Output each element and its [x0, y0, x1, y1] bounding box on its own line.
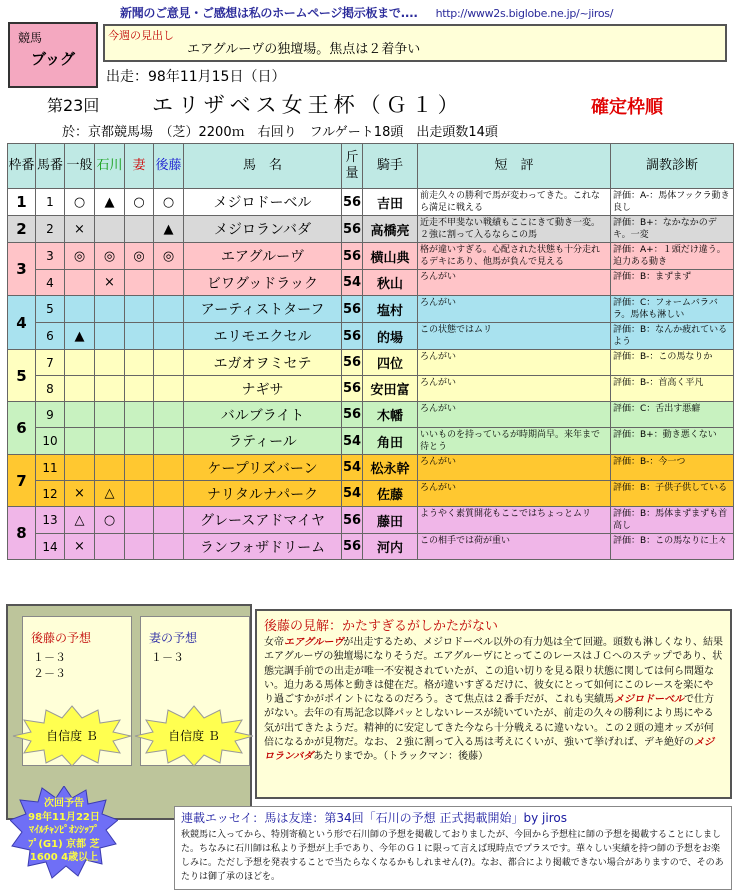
goto-prediction-title: 後藤の予想	[31, 631, 92, 645]
mark-ippan: ○	[65, 189, 95, 216]
diagnosis-cell: 評価：B：この馬なりに上々	[611, 534, 734, 560]
mark-tsuma	[125, 481, 154, 507]
logo-line1: 競馬	[18, 31, 43, 45]
mark-ishikawa	[95, 216, 125, 243]
header-tsuma: 妻	[125, 144, 154, 189]
analysis-text: 女帝	[264, 637, 284, 648]
weight-cell: 56	[342, 189, 363, 216]
mark-ishikawa	[95, 428, 125, 455]
next-race-line: 1600 4歳以上	[29, 852, 99, 863]
mark-ippan	[65, 428, 95, 455]
analysis-panel	[255, 609, 732, 799]
contact-text: 新聞のご意見・ご感想は私のホームページ掲示板まで....	[120, 6, 418, 20]
waku-cell: 7	[8, 455, 36, 507]
mark-tsuma	[125, 296, 154, 323]
jockey-cell: 塩村	[363, 296, 418, 323]
mark-ippan: ◎	[65, 243, 95, 270]
diagnosis-cell: 評価：B：馬体まずまずも首高し	[611, 507, 734, 534]
goto-confidence-badge	[12, 705, 132, 767]
mark-goto: ▲	[154, 216, 184, 243]
next-race-line: 98年11月22日	[28, 811, 100, 823]
mark-tsuma	[125, 216, 154, 243]
weight-cell: 56	[342, 216, 363, 243]
weight-cell: 56	[342, 323, 363, 350]
essay-title: 連載エッセイ：馬は友達：第34回「石川の予想 正式掲載開始」by jiros	[181, 811, 567, 825]
headline-box	[103, 24, 727, 62]
jockey-cell: 横山典	[363, 243, 418, 270]
table-row	[8, 216, 734, 243]
horse-number: 4	[36, 270, 65, 296]
mark-goto	[154, 507, 184, 534]
waku-cell: 2	[8, 216, 36, 243]
goto-prediction-line: ２－３	[33, 667, 66, 680]
status-label: 確定枠順	[591, 97, 663, 118]
horse-number: 7	[36, 350, 65, 376]
logo	[8, 22, 98, 88]
next-race-line: ﾏｲﾙﾁｬﾝﾋﾟｵﾝｼｯﾌﾟ	[29, 825, 99, 836]
comment-cell: ろんがい	[418, 481, 611, 507]
mark-goto	[154, 296, 184, 323]
mark-goto	[154, 455, 184, 481]
horse-number: 14	[36, 534, 65, 560]
mark-ishikawa: ◎	[95, 243, 125, 270]
waku-cell: 4	[8, 296, 36, 350]
table-header	[8, 144, 734, 189]
waku-cell: 5	[8, 350, 36, 402]
waku-cell: 3	[8, 243, 36, 296]
horse-name: グレースアドマイヤ	[184, 507, 342, 534]
analysis-highlight: メジロランバダ	[264, 737, 714, 763]
mark-ishikawa	[95, 455, 125, 481]
table-row	[8, 481, 734, 507]
horse-number: 11	[36, 455, 65, 481]
table-row	[8, 376, 734, 402]
mark-ippan	[65, 296, 95, 323]
diagnosis-cell: 評価：B-：首高く平凡	[611, 376, 734, 402]
header-comment: 短 評	[418, 144, 611, 189]
horse-name: エアグルーヴ	[184, 243, 342, 270]
weight-cell: 56	[342, 350, 363, 376]
header-waku: 枠番	[8, 144, 36, 189]
mark-ippan	[65, 270, 95, 296]
mark-ippan	[65, 350, 95, 376]
waku-cell: 1	[8, 189, 36, 216]
mark-tsuma: ◎	[125, 243, 154, 270]
mark-tsuma	[125, 507, 154, 534]
mark-ishikawa: △	[95, 481, 125, 507]
mark-ippan	[65, 402, 95, 428]
jockey-cell: 的場	[363, 323, 418, 350]
mark-ishikawa: ○	[95, 507, 125, 534]
next-race-line: ﾌﾟ(G1) 京都 芝	[28, 838, 100, 850]
horse-name: ラティール	[184, 428, 342, 455]
jockey-cell: 藤田	[363, 507, 418, 534]
horse-number: 8	[36, 376, 65, 402]
weight-cell: 56	[342, 296, 363, 323]
header-ippan: 一般	[65, 144, 95, 189]
comment-cell: ろんがい	[418, 350, 611, 376]
table-row	[8, 189, 734, 216]
weight-cell: 54	[342, 428, 363, 455]
entries-table	[7, 143, 734, 560]
race-name: エリザベス女王杯（Ｇ１）	[152, 93, 464, 117]
mark-tsuma: ○	[125, 189, 154, 216]
comment-cell: ようやく素質開花もここではちょっとムリ	[418, 507, 611, 534]
horse-number: 3	[36, 243, 65, 270]
analysis-highlight: エアグルーヴ	[284, 637, 344, 648]
horse-name: ナギサ	[184, 376, 342, 402]
goto-prediction-line: １－３	[33, 651, 66, 664]
comment-cell: 近走不甲斐ない戦績もここにきて動き一変。２強に割って入るならこの馬	[418, 216, 611, 243]
table-row	[8, 455, 734, 481]
mark-goto	[154, 402, 184, 428]
mark-ishikawa	[95, 296, 125, 323]
comment-cell: 格が違いすぎる。心配された状態も十分走れるデキにあり、他馬が負んで見える	[418, 243, 611, 270]
horse-number: 9	[36, 402, 65, 428]
weight-cell: 56	[342, 507, 363, 534]
weight-cell: 56	[342, 402, 363, 428]
horse-number: 13	[36, 507, 65, 534]
analysis-text: が出走するため、メジロドーベル以外の有力処は全て回避。頭数も淋しくなり、結果エアグルーヴの独壇場になりそうだ。エアグルーヴにとってこのレースはＪＣへのステップであり、状態完調手前での出走が唯一不安視されていたが、この追い切りを見る限り状態に関しては何ら問題ない。迫力ある馬体と動きは健在だ。格が違いすぎるだけに、彼女にとって如何にこのレースを楽にやり過ごすかがポイントになるのだろう。さて焦点は２番手だが、これも実績馬	[264, 637, 724, 706]
jockey-cell: 吉田	[363, 189, 418, 216]
weight-cell: 54	[342, 270, 363, 296]
mark-ishikawa	[95, 323, 125, 350]
mark-tsuma	[125, 376, 154, 402]
comment-cell: この相手では荷が重い	[418, 534, 611, 560]
diagnosis-cell: 評価：B：子供子供している	[611, 481, 734, 507]
jockey-cell: 秋山	[363, 270, 418, 296]
mark-ippan: ×	[65, 216, 95, 243]
horse-name: バルブライト	[184, 402, 342, 428]
horse-name: アーティストターフ	[184, 296, 342, 323]
horse-name: ケープリズバーン	[184, 455, 342, 481]
mark-goto: ○	[154, 189, 184, 216]
mark-goto	[154, 534, 184, 560]
race-date: 出走：98年11月15日（日）	[106, 69, 286, 85]
mark-tsuma	[125, 455, 154, 481]
table-row	[8, 243, 734, 270]
weight-cell: 56	[342, 534, 363, 560]
weight-cell: 56	[342, 376, 363, 402]
analysis-title: 後藤の見解：かたすぎるがしかたがない	[264, 619, 499, 634]
horse-number: 1	[36, 189, 65, 216]
table-row	[8, 402, 734, 428]
essay-panel	[174, 806, 732, 890]
horse-name: ビワグッドラック	[184, 270, 342, 296]
tsuma-prediction-line: １－３	[151, 651, 184, 664]
essay-body: 秋競馬に入ってから、特別寄稿という形で石川師の予想を掲載しておりましたが、今回から予想柱に師の予想を掲載することにしました。ちなみに石川師は私より予想が上手であり、今年のＧ１に限って言えば現時点でプラスです。華々しい実績を持つ師の予想をお楽しみに。ただし予想を発表することで当たらなくなるかもしれません(?)。なお、都合により掲載できない場合がありますので、そのあたりは御了承のほどを。	[181, 830, 724, 882]
mark-ishikawa: ▲	[95, 189, 125, 216]
diagnosis-cell: 評価：B+：動き悪くない	[611, 428, 734, 455]
comment-cell: ろんがい	[418, 376, 611, 402]
mark-tsuma	[125, 402, 154, 428]
mark-goto	[154, 350, 184, 376]
mark-tsuma	[125, 350, 154, 376]
mark-ishikawa	[95, 350, 125, 376]
comment-cell: 前走久々の勝利で馬が変わってきた。これなら満足に戦える	[418, 189, 611, 216]
table-row	[8, 270, 734, 296]
mark-tsuma	[125, 428, 154, 455]
jockey-cell: 安田富	[363, 376, 418, 402]
headline-text: エアグルーヴの独壇場。焦点は２着争い	[187, 42, 421, 57]
jockey-cell: 四位	[363, 350, 418, 376]
comment-cell: この状態ではムリ	[418, 323, 611, 350]
mark-ishikawa	[95, 534, 125, 560]
header-jockey: 騎手	[363, 144, 418, 189]
mark-ishikawa	[95, 376, 125, 402]
header-umaban: 馬番	[36, 144, 65, 189]
header-goto: 後藤	[154, 144, 184, 189]
table-row	[8, 350, 734, 376]
mark-ippan: △	[65, 507, 95, 534]
weight-cell: 54	[342, 481, 363, 507]
logo-line2: ブッグ	[31, 50, 75, 68]
mark-goto	[154, 376, 184, 402]
mark-ippan	[65, 376, 95, 402]
table-row	[8, 323, 734, 350]
header-diagnosis: 調教診断	[611, 144, 734, 189]
diagnosis-cell: 評価：B：なんか疲れているよう	[611, 323, 734, 350]
diagnosis-cell: 評価：B+：なかなかのデキ。一変	[611, 216, 734, 243]
tsuma-confidence-badge	[134, 705, 254, 767]
mark-tsuma	[125, 270, 154, 296]
horse-number: 12	[36, 481, 65, 507]
comment-cell: ろんがい	[418, 296, 611, 323]
analysis-text: あたりまでか。（トラックマン：後藤）	[313, 751, 489, 763]
jockey-cell: 木幡	[363, 402, 418, 428]
next-race-line: 次回予告	[44, 798, 84, 809]
goto-confidence: 自信度 Ｂ	[46, 729, 98, 743]
jockey-cell: 佐藤	[363, 481, 418, 507]
mark-ippan: ×	[65, 481, 95, 507]
header-weight: 斤量	[342, 144, 363, 189]
horse-name: メジロランバダ	[184, 216, 342, 243]
comment-cell: いいものを持っているが時期尚早。来年まで待とう	[418, 428, 611, 455]
mark-goto: ◎	[154, 243, 184, 270]
horse-number: 5	[36, 296, 65, 323]
mark-goto	[154, 481, 184, 507]
horse-name: ナリタルナパーク	[184, 481, 342, 507]
diagnosis-cell: 評価：C：フォームバラバラ。馬体も淋しい	[611, 296, 734, 323]
diagnosis-cell: 評価：B-：今一つ	[611, 455, 734, 481]
mark-ishikawa	[95, 402, 125, 428]
mark-ippan: ▲	[65, 323, 95, 350]
diagnosis-cell: 評価：B-：この馬なりか	[611, 350, 734, 376]
comment-cell: ろんがい	[418, 455, 611, 481]
analysis-highlight: メジロドーベル	[614, 694, 684, 706]
table-row	[8, 296, 734, 323]
race-number: 第23回	[47, 96, 100, 115]
mark-ippan	[65, 455, 95, 481]
horse-name: メジロドーベル	[184, 189, 342, 216]
comment-cell: ろんがい	[418, 402, 611, 428]
waku-cell: 6	[8, 402, 36, 455]
waku-cell: 8	[8, 507, 36, 560]
diagnosis-cell: 評価：C：舌出す悪癖	[611, 402, 734, 428]
contact-line	[120, 4, 613, 21]
analysis-body	[264, 636, 723, 765]
header-ishikawa: 石川	[95, 144, 125, 189]
horse-number: 10	[36, 428, 65, 455]
headline-tag: 今週の見出し	[108, 29, 174, 42]
mark-goto	[154, 428, 184, 455]
header-horse: 馬 名	[184, 144, 342, 189]
weight-cell: 56	[342, 243, 363, 270]
horse-number: 2	[36, 216, 65, 243]
horse-name: エガオヲミセテ	[184, 350, 342, 376]
horse-name: エリモエクセル	[184, 323, 342, 350]
mark-goto	[154, 323, 184, 350]
tsuma-prediction-title: 妻の予想	[149, 631, 198, 645]
jockey-cell: 角田	[363, 428, 418, 455]
diagnosis-cell: 評価：A-：馬体フックラ動き良し	[611, 189, 734, 216]
table-row	[8, 534, 734, 560]
weight-cell: 54	[342, 455, 363, 481]
comment-cell: ろんがい	[418, 270, 611, 296]
tsuma-confidence: 自信度 Ｂ	[168, 729, 220, 743]
next-race-text	[10, 797, 118, 865]
next-race-badge	[10, 786, 118, 880]
jockey-cell: 高橋亮	[363, 216, 418, 243]
race-conditions: 於：京都競馬場 （芝）2200ｍ 右回り フルゲート18頭 出走頭数14頭	[62, 125, 498, 140]
mark-goto	[154, 270, 184, 296]
diagnosis-cell: 評価：A+：１頭だけ違う。迫力ある動き	[611, 243, 734, 270]
analysis-text: で仕方がない。去年の有馬記念以降パッとしないレースが続いていたが、前走の久々の勝利により馬にやる気が出てきたようだ。精神的に安定してきた今なら十分戦えるに違いない。この２頭の連オッズが何倍になるかが見物だ。なお、２強に割って入る馬は考えにくいが、強いて挙げれば、デキ絶好の	[264, 694, 714, 749]
diagnosis-cell: 評価：B：まずまず	[611, 270, 734, 296]
table-row	[8, 428, 734, 455]
jockey-cell: 河内	[363, 534, 418, 560]
jockey-cell: 松永幹	[363, 455, 418, 481]
mark-tsuma	[125, 323, 154, 350]
horse-name: ランフォザドリーム	[184, 534, 342, 560]
mark-ishikawa: ×	[95, 270, 125, 296]
table-row	[8, 507, 734, 534]
homepage-url[interactable]: http://www2s.biglobe.ne.jp/~jiros/	[435, 7, 614, 20]
horse-number: 6	[36, 323, 65, 350]
mark-tsuma	[125, 534, 154, 560]
mark-ippan: ×	[65, 534, 95, 560]
